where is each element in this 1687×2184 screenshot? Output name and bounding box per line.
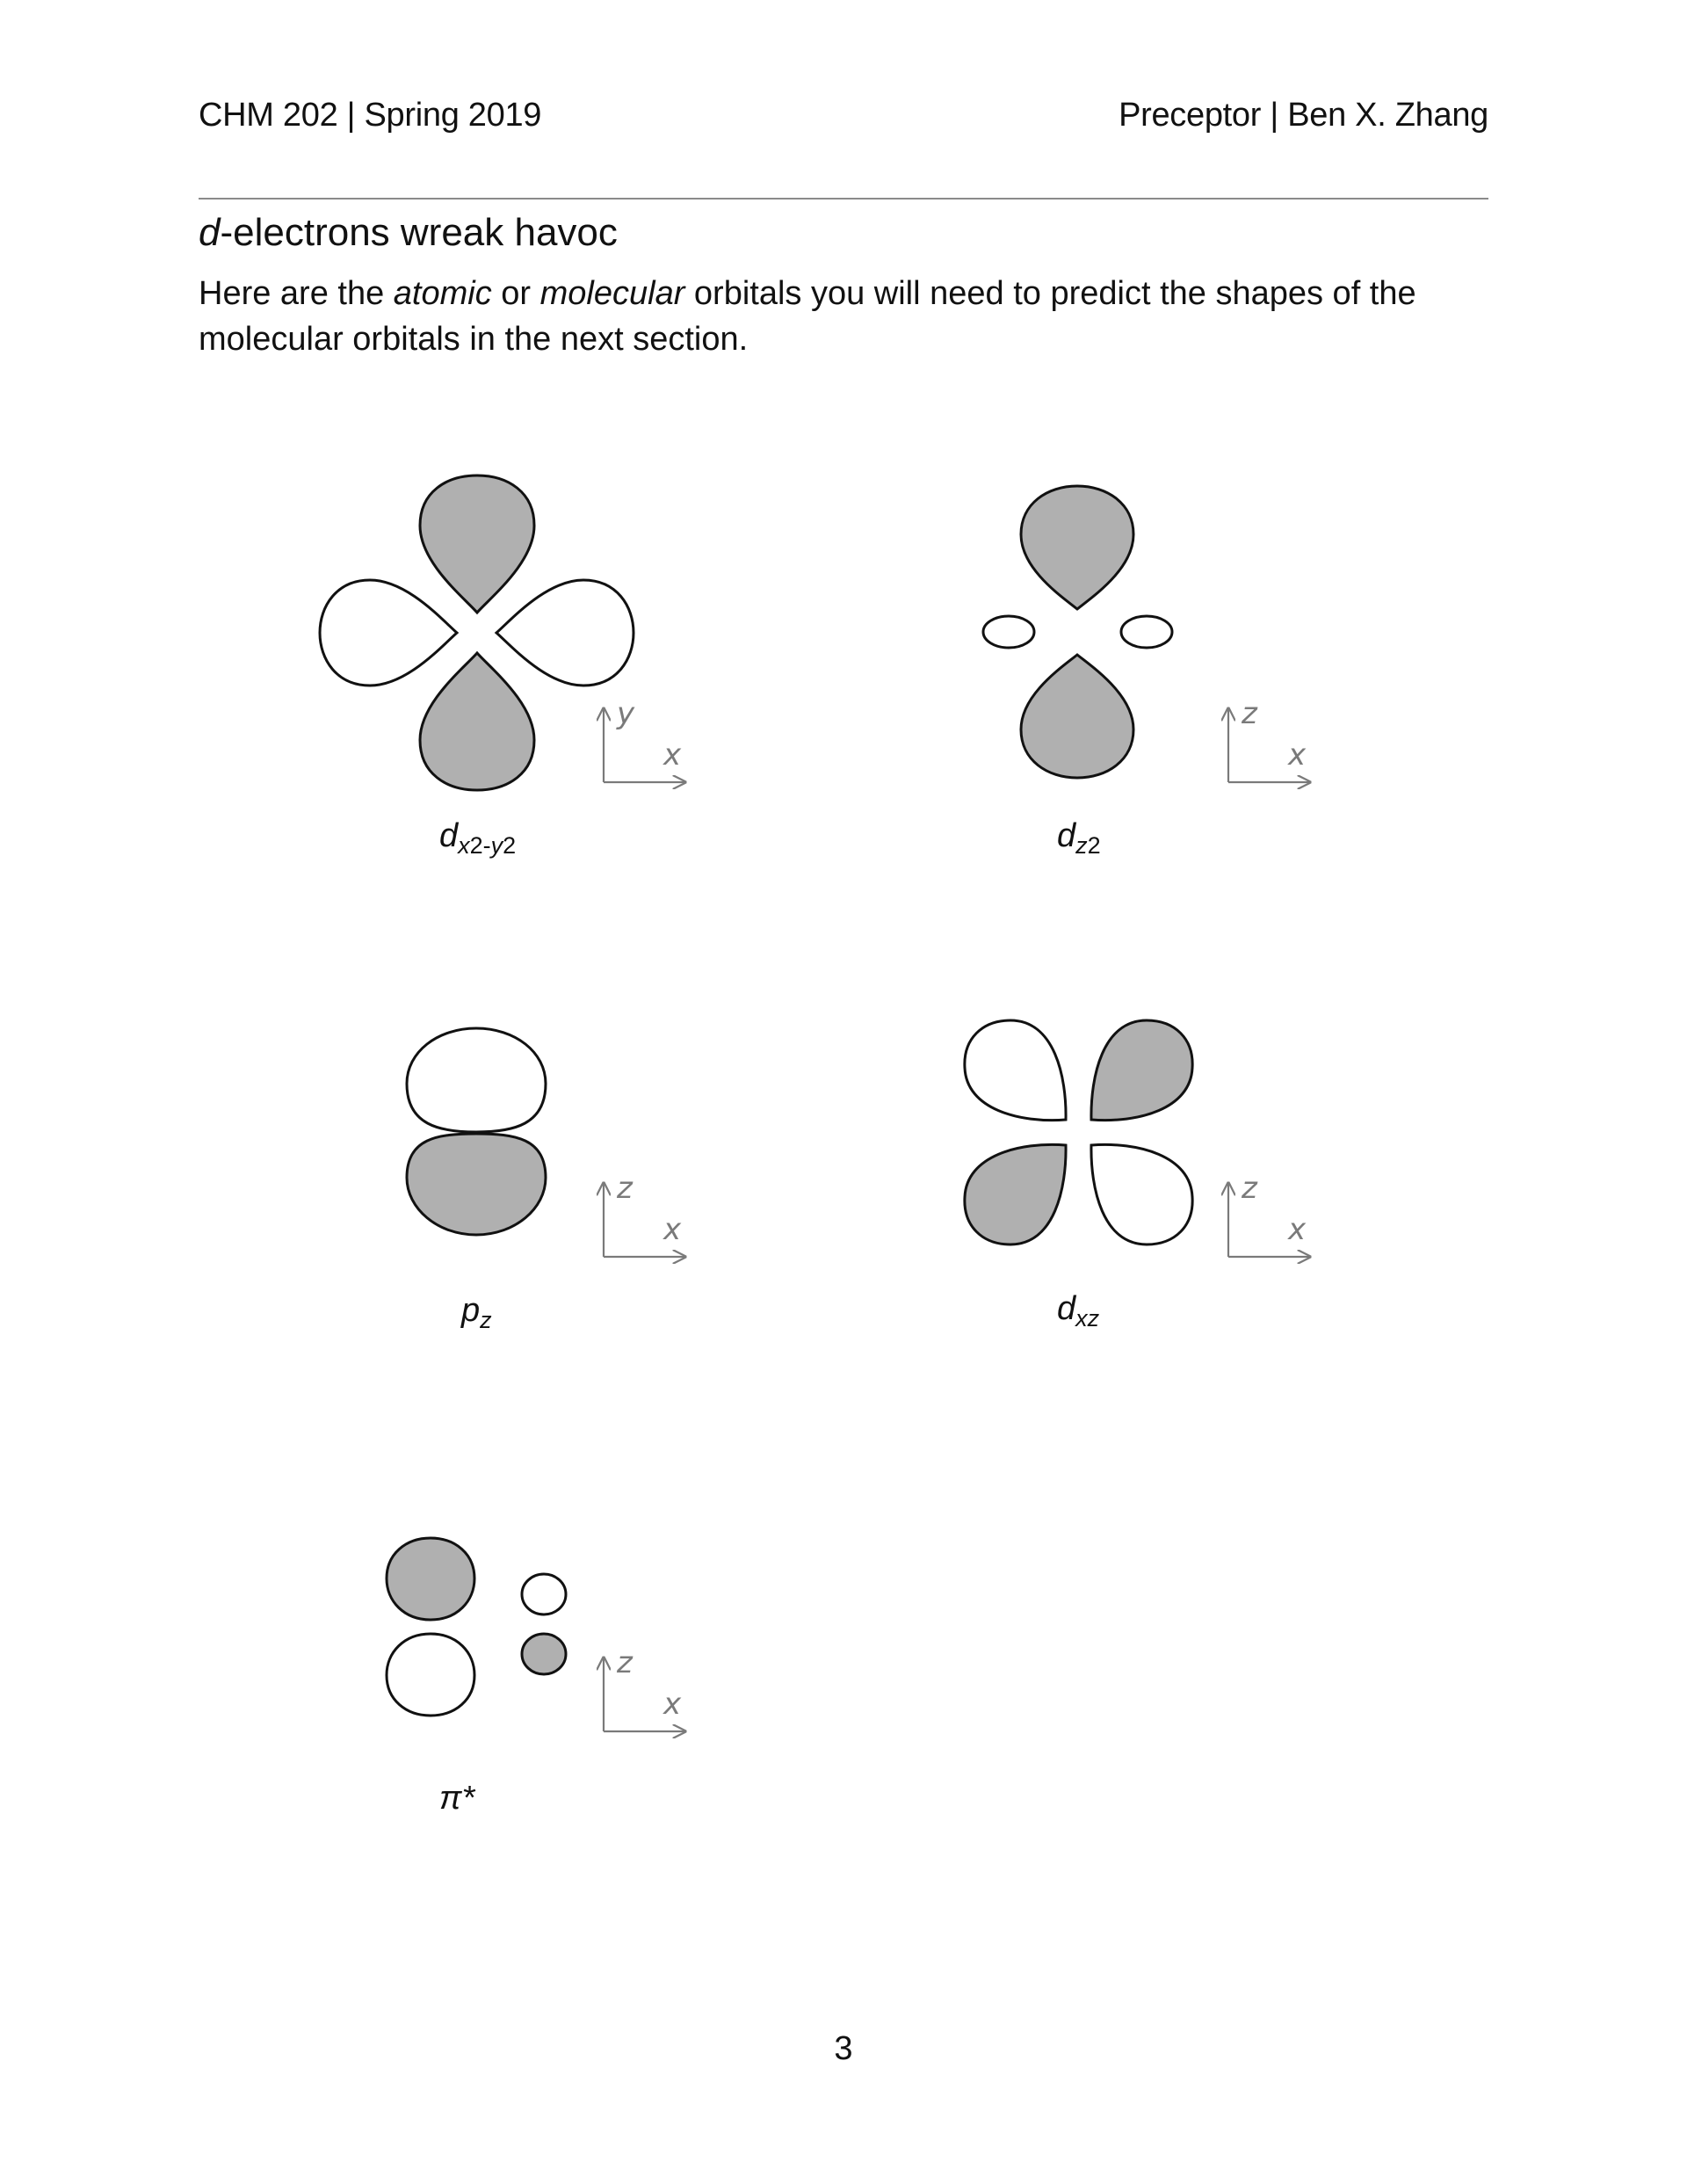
preceptor-header: Preceptor | Ben X. Zhang xyxy=(1119,97,1488,134)
dx2-y2-lobe-bottom xyxy=(420,653,534,790)
pz-lobe-bottom xyxy=(407,1134,546,1235)
section-title-italic: d xyxy=(199,211,221,254)
pi-star-axis-h-label: x xyxy=(663,1687,682,1722)
dz2-axis-h-label: x xyxy=(1288,737,1307,773)
pz-label: $p_z$ xyxy=(461,1292,492,1333)
pi-star-axis-v-label: z xyxy=(617,1645,633,1680)
intro-text-1: Here are the xyxy=(199,275,394,312)
course-header: CHM 202 | Spring 2019 xyxy=(199,97,542,134)
dxz-lobe-top-right xyxy=(1091,1020,1192,1121)
pi-star-lobe-top-small xyxy=(522,1574,566,1614)
dxz-axis-h-label: x xyxy=(1288,1212,1307,1247)
dz2-torus-right xyxy=(1121,616,1172,648)
dz2-lobe-bottom xyxy=(1021,655,1133,778)
dxz-lobe-top-left xyxy=(965,1020,1066,1121)
dz2-torus-left xyxy=(983,616,1034,648)
dxz-axis-v-label: z xyxy=(1242,1171,1257,1206)
dxz-orbital xyxy=(965,1020,1192,1244)
section-title-rest: -electrons wreak havoc xyxy=(220,211,618,254)
dx2-y2-axis-h-label: x xyxy=(663,737,682,773)
pz-lobe-top xyxy=(407,1028,546,1132)
pz-axis-h-label: x xyxy=(663,1212,682,1247)
pi-star-lobe-bottom-small xyxy=(522,1634,566,1674)
pi-star-lobe-top-large xyxy=(387,1538,474,1620)
dxz-lobe-bottom-right xyxy=(1091,1144,1192,1244)
intro-text-3: orbitals you will need to predict the shapes of the molecular orbitals in the next section. xyxy=(199,275,1416,358)
dx2-y2-label: $d_{x2-y2}$ xyxy=(439,817,517,859)
dz2-axis-v-label: z xyxy=(1242,696,1257,731)
dz2-label: $d_{z2}$ xyxy=(1057,817,1101,859)
dxz-lobe-bottom-left xyxy=(965,1144,1066,1244)
dx2-y2-orbital xyxy=(320,475,634,790)
pz-orbital xyxy=(407,1028,546,1235)
dx2-y2-lobe-right xyxy=(496,580,634,686)
dx2-y2-lobe-top xyxy=(420,475,534,613)
pi-star-orbital xyxy=(387,1538,566,1716)
pi-star-lobe-bottom-large xyxy=(387,1634,474,1716)
pi-star-label: π* xyxy=(439,1780,475,1817)
pz-axis-v-label: z xyxy=(617,1171,633,1206)
dx2-y2-axis-v-label: y xyxy=(617,696,635,731)
intro-text-2: or xyxy=(491,275,540,312)
dz2-orbital xyxy=(983,486,1172,778)
dx2-y2-lobe-left xyxy=(320,580,457,686)
intro-atomic: atomic xyxy=(393,275,492,312)
intro-molecular: molecular xyxy=(539,275,685,312)
page-number: 3 xyxy=(834,2030,853,2067)
dz2-lobe-top xyxy=(1021,486,1133,609)
dxz-label: $d_{xz}$ xyxy=(1057,1290,1100,1331)
